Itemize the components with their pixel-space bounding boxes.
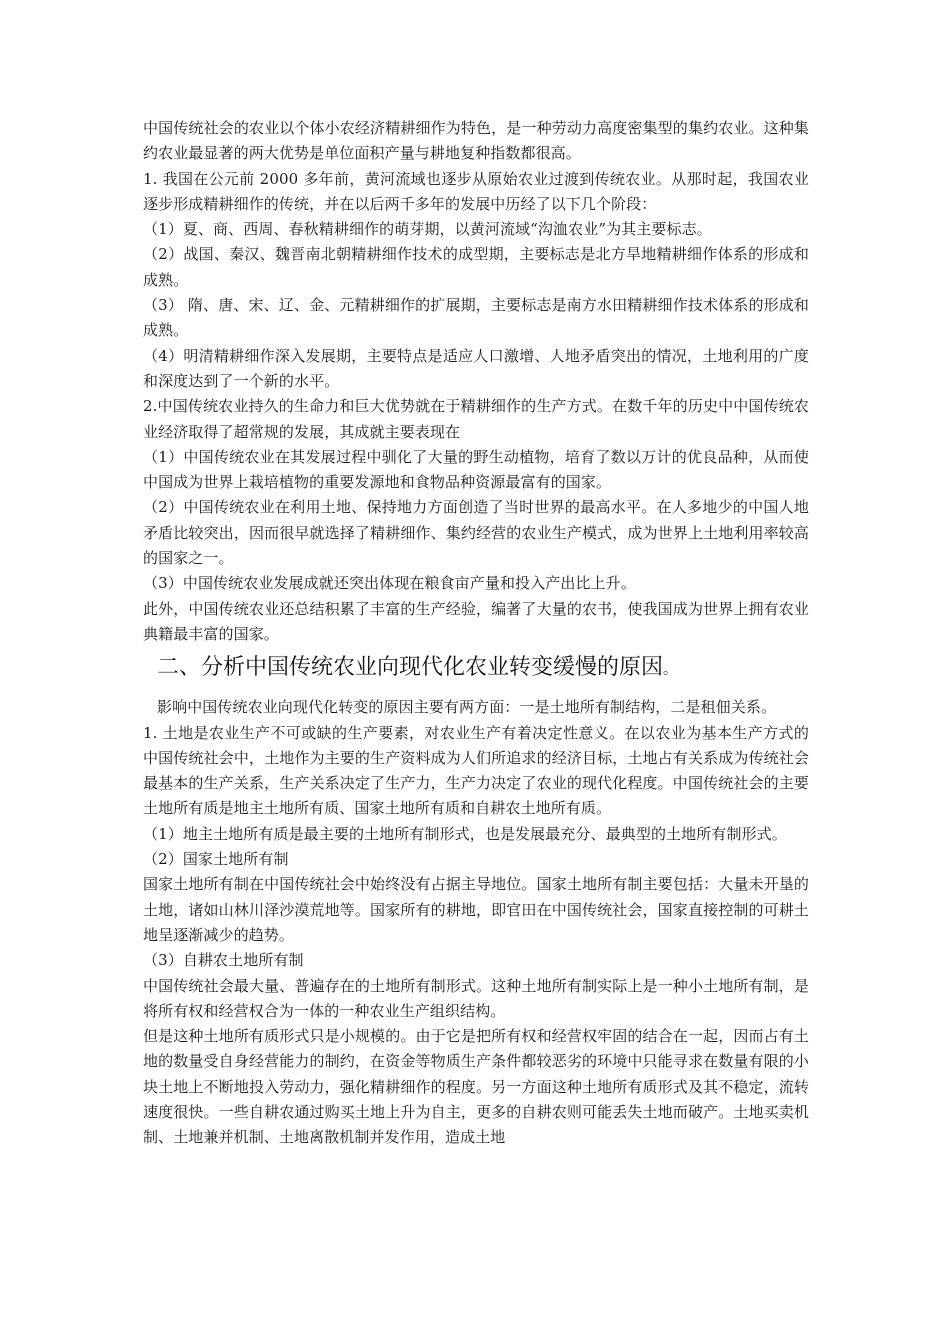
paragraph-peasant-ownership-title: （3）自耕农土地所有制 [143,951,304,970]
section-heading-tail: 。 [663,662,678,679]
paragraph-reasons-intro: 影响中国传统农业向现代化转变的原因主要有两方面：一是土地所有制结构，二是租佃关系。 [157,698,777,717]
paragraph-conclusion: 此外，中国传统农业还总结积累了丰富的生产经验，编著了大量的农书，使我国成为世界上拥有农业典籍最丰富的国家。 [143,599,809,643]
paragraph-point-1: 1. 我国在公元前 2000 多年前，黄河流域也逐步从原始农业过渡到传统农业。从那时起，我国农业逐步形成精耕细作的传统，并在以后两千多年的发展中历经了以下几个阶段： [143,169,809,213]
section-heading [157,653,809,685]
paragraph-stage-1: （1）夏、商、西周、春秋精耕细作的萌芽期，以黄河流域“沟洫农业”为其主要标志。 [143,220,712,239]
paragraph-point-2: 2.中国传统农业持久的生命力和巨大优势就在于精耕细作的生产方式。在数千年的历史中中国传统农业经济取得了超常规的发展，其成就主要表现在 [143,397,809,441]
paragraph-achievement-2: （2）中国传统农业在利用土地、保持地力方面创造了当时世界的最高水平。在人多地少的中国人地矛盾比较突出，因而很早就选择了精耕细作、集约经营的农业生产模式，成为世界上土地利用率较高的国家之一。 [143,498,809,568]
paragraph-achievement-3: （3）中国传统农业发展成就还突出体现在粮食亩产量和投入产出比上升。 [143,574,636,593]
paragraph-peasant-ownership: 中国传统社会最大量、普遍存在的土地所有制形式。这种土地所有制实际上是一种小土地所有制，是将所有权和经营权合为一体的一种农业生产组织结构。 [143,976,809,1020]
paragraph-stage-3: （3） 隋、唐、宋、辽、金、元精耕细作的扩展期，主要标志是南方水田精耕细作技术体系的形成和成熟。 [143,296,809,340]
paragraph-achievement-1: （1）中国传统农业在其发展过程中驯化了大量的野生动植物，培育了数以万计的优良品种，从而使中国成为世界上栽培植物的重要发源地和食物品种资源最富有的国家。 [143,447,809,492]
paragraph-state-ownership-title: （2）国家土地所有制 [143,850,289,869]
paragraph-state-ownership: 国家土地所有制在中国传统社会中始终没有占据主导地位。国家土地所有制主要包括：大量未开垦的土地，诸如山林川泽沙漠荒地等。国家所有的耕地，即官田在中国传统社会，国家直接控制的可耕土地呈逐渐减少的趋势。 [143,875,809,944]
paragraph-stage-2: （2）战国、秦汉、魏晋南北朝精耕细作技术的成型期，主要标志是北方旱地精耕细作体系的形成和成熟。 [143,245,809,289]
paragraph-stage-4: （4）明清精耕细作深入发展期，主要特点是适应人口激增、人地矛盾突出的情况，土地利用的广度和深度达到了一个新的水平。 [143,346,809,390]
paragraph-intro: 中国传统社会的农业以个体小农经济精耕细作为特色，是一种劳动力高度密集型的集约农业。这种集约农业最显著的两大优势是单位面积产量与耕地复种指数都很高。 [143,119,809,163]
section-heading-text: 二、分析中国传统农业向现代化农业转变缓慢的原因 [157,655,664,681]
paragraph-small-scale: 但是这种土地所有质形式只是小规模的。由于它是把所有权和经营权牢固的结合在一起，因而占有土地的数量受自身经营能力的制约，在资金等物质生产条件都较恶劣的环境中只能寻求在数量有限的小块土地上不断地投入劳动力，强化精耕细作的程度。另一方面这种土地所有质形式及其不稳定，流转速度很快。一些自耕农通过购买土地上升为自主，更多的自耕农则可能丢失土地而破产。土地买卖机制、土地兼并机制、土地离散机制并发作用，造成土地 [143,1027,809,1147]
paragraph-land-1: 1. 土地是农业生产不可或缺的生产要素，对农业生产有着决定性意义。在以农业为基本生产方式的中国传统社会中，土地作为主要的生产资料成为人们所追求的经济目标，土地占有关系成为传统社会最基本的生产关系，生产关系决定了生产力，生产力决定了农业的现代化程度。中国传统社会的主要土地所有质是地主土地所有质、国家土地所有质和自耕农土地所有质。 [143,723,809,818]
paragraph-landlord-ownership: （1）地主土地所有质是最主要的土地所有制形式，也是发展最充分、最典型的土地所有制形式。 [143,824,787,843]
document-page [143,116,809,1151]
